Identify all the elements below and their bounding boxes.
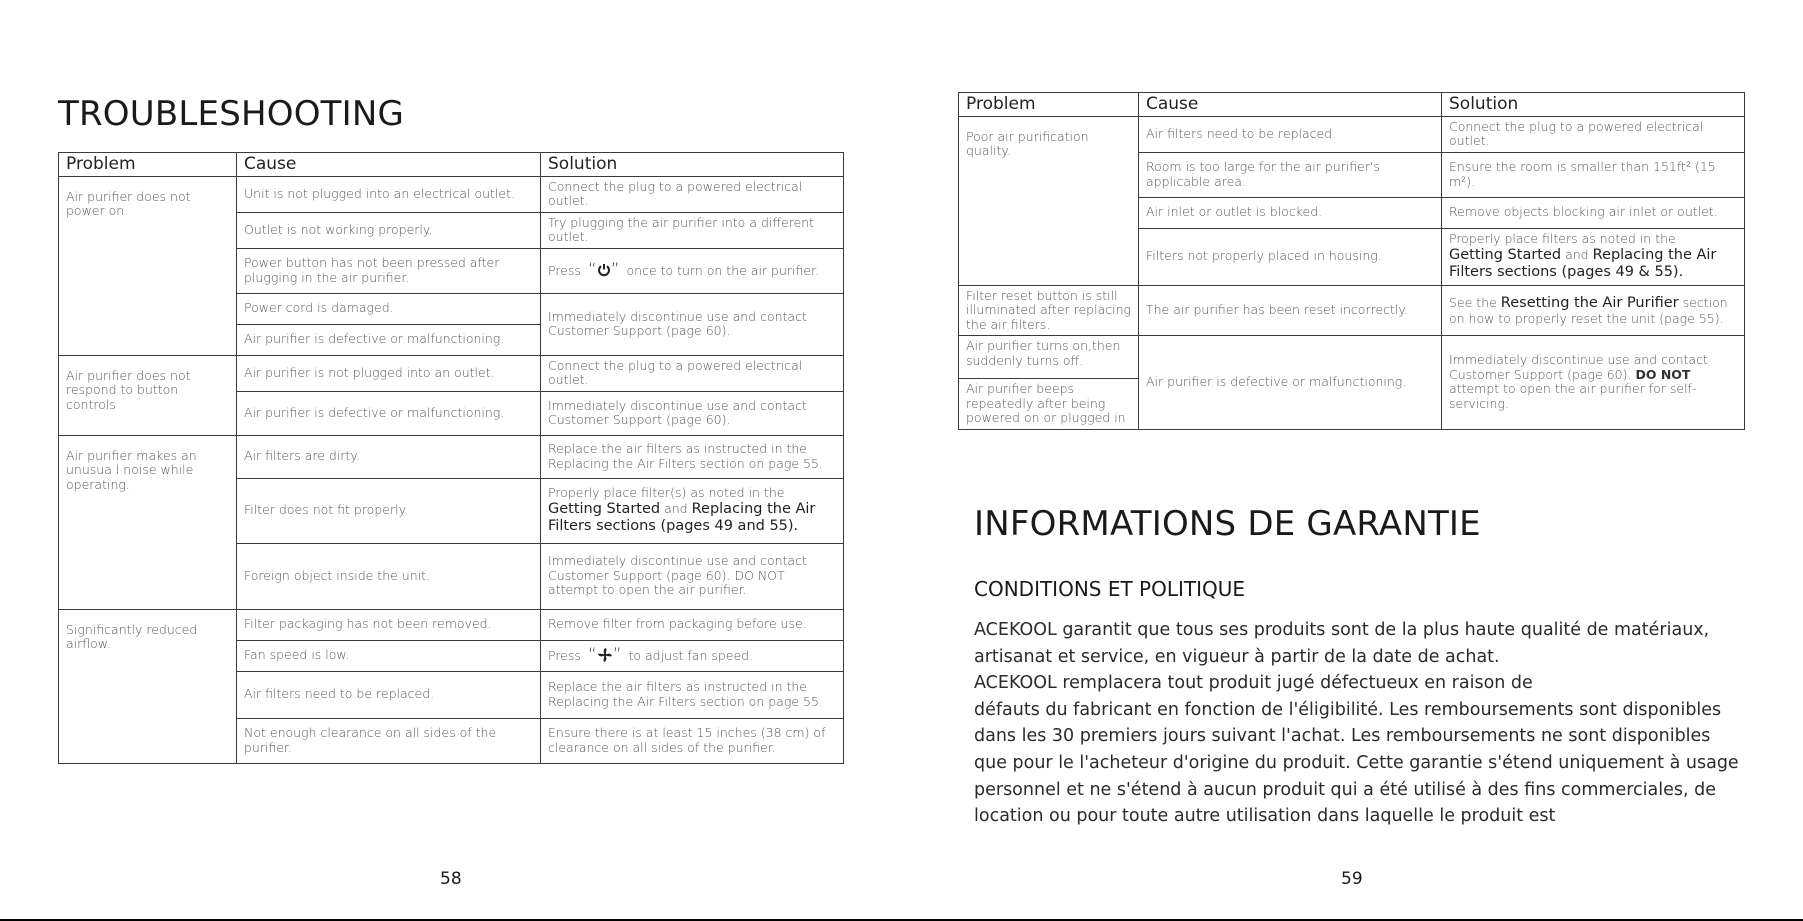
troubleshooting-table: [58, 152, 844, 764]
solution-cell: Properly place filters as noted in the Getting Started and Replacing the Air Filters sections (pages 49 & 55).: [1442, 228, 1745, 285]
table-row: [59, 355, 844, 391]
cause-cell: Filters not properly placed in housing.: [1139, 228, 1442, 285]
cause-cell: Filter packaging has not been removed.: [237, 609, 541, 640]
solution-cell: Try plugging the air purifier into a different outlet.: [541, 212, 844, 248]
problem-cell: Poor air purification quality.: [959, 116, 1139, 285]
table-header-row: [959, 93, 1745, 117]
table-header-row: [59, 153, 844, 177]
solution-cell: Immediately discontinue use and contact Customer Support (page 60). DO NOT attempt to open the air purifier for self-servicing.: [1442, 336, 1745, 430]
cause-cell: Air purifier is not plugged into an outlet.: [237, 355, 541, 391]
problem-cell: Filter reset button is still illuminated after replacing the air filters.: [959, 285, 1139, 336]
cause-cell: Air purifier is defective or malfunctioning.: [237, 324, 541, 355]
table-row: [959, 336, 1745, 379]
solution-cell: Immediately discontinue use and contact Customer Support (page 60). DO NOT attempt to open the air purifier.: [541, 543, 844, 609]
table-row: [59, 609, 844, 640]
solution-cell: Replace the air filters as instructed in the Replacing the Air Filters section on page 55.: [541, 671, 844, 718]
warranty-paragraph: ACEKOOL garantit que tous ses produits sont de la plus haute qualité de matériaux, artisanat et service, en vigueur à partir de la date de achat.: [974, 620, 1710, 667]
warranty-paragraph: ACEKOOL remplacera tout produit jugé défectueux en raison de: [974, 673, 1533, 694]
header-solution: Solution: [1442, 93, 1745, 117]
warranty-title: INFORMATIONS DE GARANTIE: [974, 504, 1481, 544]
solution-cell: Ensure the room is smaller than 151ft² (15 m²).: [1442, 152, 1745, 197]
problem-cell: Air purifier beeps repeatedly after being powered on or plugged in: [959, 379, 1139, 430]
solution-cell: Connect the plug to a powered electrical outlet.: [1442, 116, 1745, 152]
solution-cell: See the Resetting the Air Purifier section on how to properly reset the unit (page 55).: [1442, 285, 1745, 336]
cause-cell: Foreign object inside the unit.: [237, 543, 541, 609]
cause-cell: Filter does not fit properly.: [237, 478, 541, 543]
cause-cell: Air filters are dirty.: [237, 435, 541, 478]
cause-cell: Air purifier is defective or malfunctioning.: [1139, 336, 1442, 430]
header-cause: Cause: [1139, 93, 1442, 117]
solution-cell: Connect the plug to a powered electrical outlet.: [541, 355, 844, 391]
cause-cell: Air inlet or outlet is blocked.: [1139, 197, 1442, 228]
page-title: TROUBLESHOOTING: [58, 94, 405, 134]
table-row: [59, 176, 844, 212]
cause-cell: Outlet is not working properly.: [237, 212, 541, 248]
warranty-subtitle: CONDITIONS ET POLITIQUE: [974, 577, 1246, 601]
problem-cell: Air purifier does not respond to button controls: [59, 355, 237, 435]
cause-cell: Room is too large for the air purifier's applicable area.: [1139, 152, 1442, 197]
cause-cell: Air purifier is defective or malfunctioning.: [237, 391, 541, 435]
solution-cell: Immediately discontinue use and contact Customer Support (page 60).: [541, 391, 844, 435]
page-number: 58: [440, 869, 462, 889]
cause-cell: Air filters need to be replaced.: [237, 671, 541, 718]
solution-cell: Press “ ” to adjust fan speed.: [541, 640, 844, 671]
cause-cell: Not enough clearance on all sides of the purifier.: [237, 718, 541, 763]
header-solution: Solution: [541, 153, 844, 177]
solution-cell: Remove objects blocking air inlet or outlet.: [1442, 197, 1745, 228]
power-icon: “ ”: [587, 259, 620, 280]
warranty-body: [974, 617, 1744, 830]
solution-cell: Immediately discontinue use and contact Customer Support (page 60).: [541, 293, 844, 355]
cause-cell: The air purifier has been reset incorrectly.: [1139, 285, 1442, 336]
solution-cell: Ensure there is at least 15 inches (38 cm) of clearance on all sides of the purifier.: [541, 718, 844, 763]
header-cause: Cause: [237, 153, 541, 177]
problem-cell: Air purifier turns on,then suddenly turns off.: [959, 336, 1139, 379]
table-row: [59, 435, 844, 478]
solution-cell: Connect the plug to a powered electrical outlet.: [541, 176, 844, 212]
right-page: [958, 0, 1744, 921]
fan-icon: “ ”: [587, 645, 622, 666]
solution-cell: Press “ ” once to turn on the air purifier.: [541, 248, 844, 293]
cause-cell: Power button has not been pressed after plugging in the air purifier.: [237, 248, 541, 293]
solution-cell: Replace the air filters as instructed in the Replacing the Air Filters section on page 55.: [541, 435, 844, 478]
solution-cell: Remove filter from packaging before use.: [541, 609, 844, 640]
left-page: [58, 0, 844, 921]
cause-cell: Fan speed is low.: [237, 640, 541, 671]
cause-cell: Power cord is damaged.: [237, 293, 541, 324]
solution-cell: Properly place filter(s) as noted in the Getting Started and Replacing the Air Filters sections (pages 49 and 55).: [541, 478, 844, 543]
table-row: [959, 285, 1745, 336]
troubleshooting-table-continued: [958, 92, 1745, 430]
problem-cell: Air purifier makes an unusua l noise while operating.: [59, 435, 237, 609]
cause-cell: Unit is not plugged into an electrical outlet.: [237, 176, 541, 212]
problem-cell: Significantly reduced airflow.: [59, 609, 237, 763]
cause-cell: Air filters need to be replaced.: [1139, 116, 1442, 152]
problem-cell: Air purifier does not power on.: [59, 176, 237, 355]
warranty-paragraph: défauts du fabricant en fonction de l'éligibilité. Les remboursements sont disponibles dans les 30 premiers jours suivant l'achat. Les remboursements ne sont disponibles que pour le l'acheteur d'origine du produit. Cette garantie s'étend uniquement à usage personnel et ne s'étend à aucun produit qui a été utilisé à des fins commerciales, de location ou pour toute autre utilisation dans laquelle le produit est: [974, 699, 1739, 827]
table-row: [959, 116, 1745, 152]
header-problem: Problem: [959, 93, 1139, 117]
header-problem: Problem: [59, 153, 237, 177]
page-number: 59: [1341, 869, 1363, 889]
